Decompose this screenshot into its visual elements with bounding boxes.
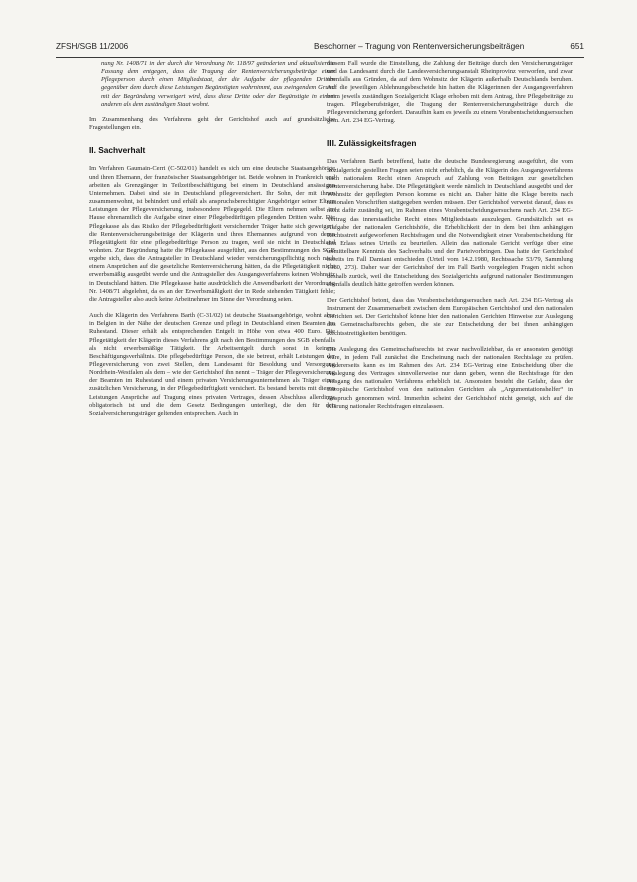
paragraph-admissibility: Das Verfahren Barth betreffend, hatte die deutsche Bundesregierung ausgeführt, die vom Sozialgericht gestellten Fragen seien nicht erheblich, da die Klägerin des Ausgangsverfahrens nach nationalem Recht einen Anspruch auf Zahlung von Beiträgen zur gesetzlichen Rentenversicherung habe. Die Pflegetätigkeit werde nämlich in Deutschland ausgeübt und der Wohnsitz der gepflegten Person komme es nicht an. Daher hätte die Klage bereits nach nationalen Vorschriften stattgegeben werden müssen. Der Gerichtshof verweist darauf, dass es nicht dafür zuständig sei, im Rahmen eines Vorabentscheidungsersuchens nach Art. 234 EG-Vertrag das innerstaatliche Recht eines Mitgliedstaats auszulegen. Grundsätzlich sei es Aufgabe der nationalen Gerichtshöfe, die Erheblichkeit der in dem bei ihm anhängigen Rechtsstreit aufgeworfenen Rechtsfragen und die Notwendigkeit einer Vorabentscheidung für den Erlass seines Urteils zu beurteilen. Allein das nationale Gericht verfüge über eine unmittelbare Kenntnis des Sachverhalts und der Parteivorbringen. Das hatte der Gerichtshof bereits im Fall Damiani entschieden (Urteil vom 14.2.1980, Rechtssache 53/79, Sammlung 1980, 273). Daher war der Gerichtshof der im Fall Barth vorgelegten Fragen nicht schon deshalb zurück, weil die Entscheidung des Sozialgerichts aufgrund nationaler Bestimmungen ebenfalls deutlich hätte getroffen werden können.	[327, 158, 573, 288]
running-title: Beschorner – Tragung von Rentenversicherungsbeiträgen	[314, 42, 525, 51]
page-number: 651	[570, 42, 584, 51]
right-column	[327, 60, 573, 411]
section-heading-zulaessigkeit: III. Zulässigkeitsfragen	[327, 138, 417, 149]
paragraph-assessment: Die Auslegung des Gemeinschaftsrechts ist zwar nachvollziehbar, da er ansonsten genötigt wäre, in jedem Fall zunächst die Erscheinung nach der nationalen Rechtslage zu prüfen. Andererseits kann es im Rahmen des Art. 234 EG-Vertrag eine Entscheidung über die Auslegung des Vertrages sinnvollerweise nur dann geben, wenn die Rechtsfrage für den Ausgang des nationalen Verfahrens erheblich ist. Ansonsten besteht die Gefahr, dass der Europäische Gerichtshof von den nationalen Gerichten als „Argumentationshelfer“ in Anspruch genommen wird. Immerhin scheint der Gerichtshof nicht geneigt, sich auf die Klärung nationaler Rechtsfragen einzulassen.	[327, 345, 573, 410]
paragraph-continuation: diesem Fall wurde die Einstellung, die Zahlung der Beiträge durch den Versicherungsträger und das Landesamt durch die Landesversicherungsanstalt Rheinprovinz verworfen, und zwar ebenfalls aus Gründen, da auf dem Wohnsitz der Klägerin außerhalb Deutschlands beruhen. Auf die jeweiligen Ablehnungsbescheide hin hatten die Klägerinnen der Ausgangsverfahren beim jeweils zuständigen Sozialgericht Klage erhoben mit dem Antrag, ihre Pflegebeiträge zu tragen. Pflegeberufsträger, die Tragung der Rentenversicherungsbeiträge durch die Pflegeversicherung gefordert. Daraufhin kam es jeweils zu einem Vorabentscheidungsersuchen gem. Art. 234 EG-Vertrag.	[327, 60, 573, 125]
page-header	[56, 40, 584, 54]
quoted-ruling: nung Nr. 1408/71 in der durch die Verordnung Nr. 118/97 geänderten und aktualisierten Fassung dem entgegen, dass die Tragung der Rentenversicherungsbeiträge einer Pflegeperson durch einen Mitgliedstaat, der die Aufgabe der pflegenden Dritten gegenüber dem durch diese Leistungen Begünstigten wahrnimmt, aus zwingendem Grund mit der Begründung verweigert wird, dass diese Dritte oder der Begünstigte in einem anderen als dem zuständigen Staat wohnt.	[101, 60, 335, 108]
paragraph-gaumain-cerri: Im Verfahren Gaumain-Cerri (C-502/01) handelt es sich um eine deutsche Staatsangehörige und ihren Ehemann, der französischer Staatsangehöriger ist. Beide wohnen in Frankreich und arbeiten als Grenzgänger in Teilzeitbeschäftigung bei einem in Deutschland ansässigen Unternehmen. Dabei sind sie in Deutschland pflegeversichert. Ihr Sohn, der mit ihnen zusammenwohnt, ist behindert und erhält als anspruchsberechtigter Angehöriger seiner Eltern Leistungen der Pflegeversicherung, insbesondere Pflegegeld. Die Eltern nehmen selbst im Hause ehrenamtlich die Aufgabe einer einer Pflegebedürftigen pflegenden Dritten wahr. Die Pflegekasse als das Risiko der Pflegebedürftigkeit versichernder Träger hatte sich geweigert, die Rentenversicherungsbeiträge der Klägerin und ihres Ehemannes aufgrund von deren Pflegetätigkeit für eine pflegebedürftige Person zu tragen, weil sie nicht in Deutschland wohnten. Zur Begründung hatte die Pflegekasse ausgeführt, aus den Bestimmungen des SGB ergebe sich, dass die Antragsteller in Deutschland wieder versicherungspflichtig noch nach einem Ansprüchen auf die gesetzliche Rentenversicherung hätten, da die Pflegetätigkeit nicht erwerbsmäßig ausgeübt werde und die Antragsteller des Ausgangsverfahrens keinen Wohnsitz in Deutschland hätten. Die Pflegekasse hatte ausdrücklich die Anwendbarkeit der Verordnung Nr. 1408/71 abgelehnt, da es an der Erwerbsmäßigkeit der in Rede stehenden Tätigkeit fehle; die Antragsteller also auch keine Arbeitnehmer im Sinne der Verordnung seien.	[89, 165, 335, 303]
paragraph-cooperation: Der Gerichtshof betont, dass das Vorabentscheidungsersuchen nach Art. 234 EG-Vertrag als Instrument der Zusammenarbeit zwischen dem Europäischen Gerichtshof und den nationalen Gerichten sei. Der Gerichtshof könne hier den nationalen Gerichten Hinweise zur Auslegung des Gemeinschaftsrechts geben, die sie zur Entscheidung der bei ihnen anhängigen Rechtsstreitigkeiten benötigen.	[327, 296, 573, 337]
left-column	[89, 60, 335, 418]
intro-paragraph: Im Zusammenhang des Verfahrens geht der Gerichtshof auch auf grundsätzliche Fragestellungen ein.	[89, 115, 335, 132]
paragraph-barth: Auch die Klägerin des Verfahrens Barth (C-31/02) ist deutsche Staatsangehörige, wohnt aber in Belgien in der Nähe der deutschen Grenze und pflegt in Deutschland einen Beamten im Ruhestand. Dieser erhält als entsprechenden Entgelt in Höhe von etwa 400 Euro. Die Pflegetätigkeit der Klägerin dieses Verfahrens gilt nach den Bestimmungen des SGB ebenfalls als nicht erwerbsmäßige Tätigkeit. Ihr Arbeitsentgelt durch sonst in keinem Beschäftigungsverhältnis. Die pflegebedürftige Person, die sie betreut, erhält Leistungen der Pflegeversicherung von zwei Stellen, dem Landesamt für Besoldung und Versorgung Nordrhein-Westfalen als dem – wie der Gerichtshof ihn nennt – Träger der Pflegeversicherung der Beamten im Ruhestand und einem privaten Versicherungsunternehmen als Träger einer zusätzlichen Versicherung, in der Pflegebedürftigkeit versichert. Es bestand bereits mit diesen Leistungen Ansprüche auf Tragung eines privaten Vertrages, dessen Abschluss allerdings obligatorisch ist und die dem Gesetz Bedingungen unterliegt, die den für den Sozialversicherungsträger geltenden entsprechen. Auch in	[89, 312, 335, 417]
section-heading-sachverhalt: II. Sachverhalt	[89, 145, 146, 156]
journal-reference: ZFSH/SGB 11/2006	[56, 42, 129, 51]
header-rule	[56, 57, 584, 58]
